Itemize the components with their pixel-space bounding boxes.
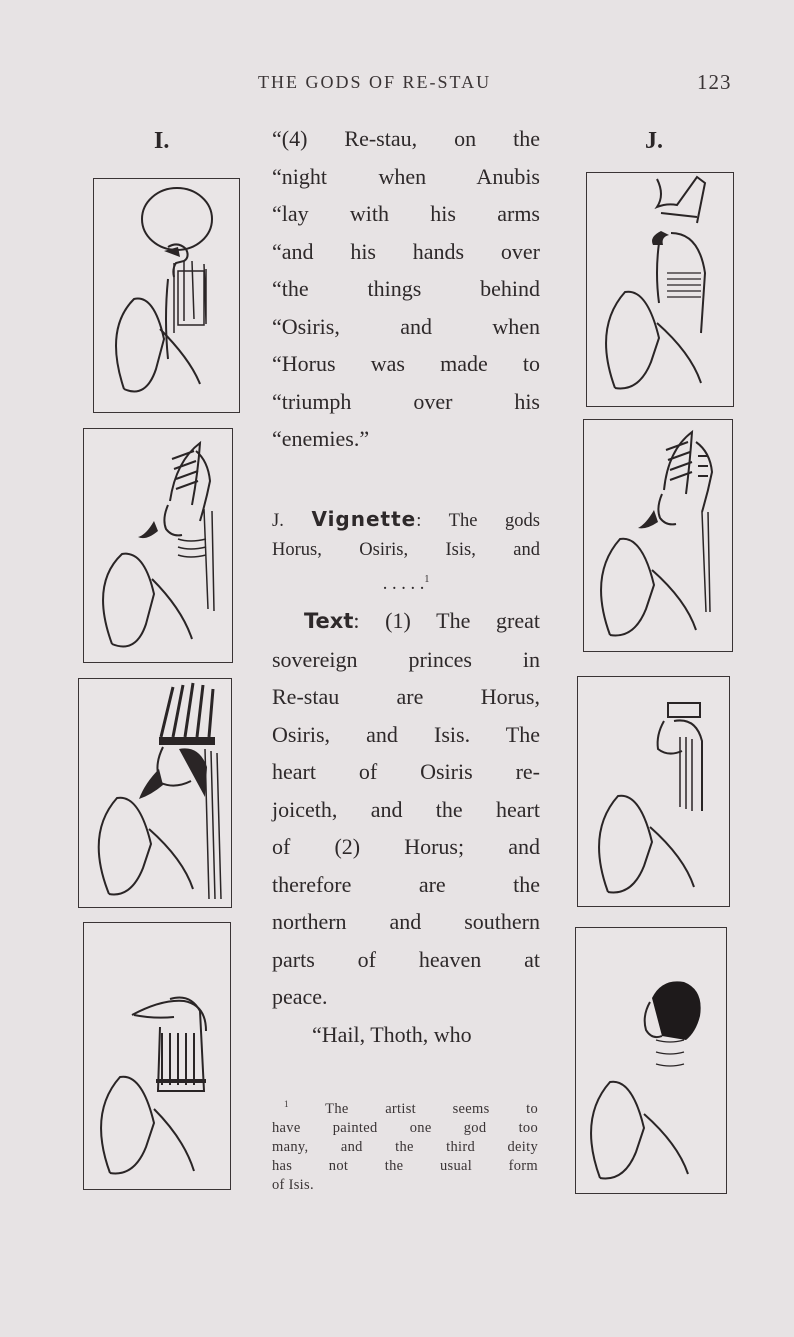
footnote-marker: 1 <box>284 1099 289 1109</box>
body-line: heart of Osiris re- <box>272 759 540 784</box>
footnote-ref: 1 <box>424 574 430 585</box>
quote-line: “the things behind <box>272 276 540 301</box>
body-line: Osiris, and Isis. The <box>272 721 540 747</box>
running-title: THE GODS OF RE-STAU <box>258 72 492 92</box>
figure-panel-right-1 <box>586 172 734 407</box>
figure-panel-right-2 <box>583 419 733 652</box>
footnote-line: The artist seems to <box>325 1100 538 1117</box>
quote-line: “enemies.” <box>272 426 370 451</box>
quote-line: “Horus was made to <box>272 351 540 376</box>
quote-line: “(4) Re-stau, on the <box>272 126 540 151</box>
body-line: northern and southern <box>272 909 540 934</box>
god-with-atef-crown-icon <box>84 429 232 662</box>
body-line: joiceth, and the heart <box>272 796 540 822</box>
quote-line: “night when Anubis <box>272 163 540 189</box>
quote-line: “Osiris, and when <box>272 313 540 339</box>
right-column-label: J. <box>645 128 663 154</box>
body-line: sovereign princes in <box>272 646 540 672</box>
falcon-headed-god-with-crown-icon <box>587 173 733 406</box>
figure-panel-right-3 <box>577 676 730 907</box>
page-number: 123 <box>697 70 732 94</box>
footnote <box>272 1095 538 1195</box>
figure-panel-left-1 <box>93 178 240 413</box>
figure-panel-left-3 <box>78 678 232 908</box>
vignette-label: Vignette <box>311 507 417 531</box>
text-paragraph <box>272 602 540 1053</box>
deity-with-dark-wig-icon <box>576 928 726 1193</box>
body-line: Re-stau are Horus, <box>272 684 540 709</box>
body-line: parts of heaven at <box>272 946 540 972</box>
footnote-line: many, and the third deity <box>272 1138 538 1155</box>
body-line: therefore are the <box>272 871 540 897</box>
vignette-prefix: J. <box>272 511 284 531</box>
footnote-line: have painted one god too <box>272 1119 538 1136</box>
quote-line: “and his hands over <box>272 238 540 264</box>
quote-line: “lay with his arms <box>272 201 540 226</box>
quote-line: “triumph over his <box>272 388 540 414</box>
figure-panel-left-2 <box>83 428 233 663</box>
quote-paragraph <box>272 120 540 458</box>
vignette-line-2: Horus, Osiris, Isis, and <box>272 540 540 560</box>
body-line: of (2) Horus; and <box>272 834 540 859</box>
vignette-caption <box>272 505 540 599</box>
vignette-ellipsis: . . . . . <box>382 574 425 595</box>
text-line-1: : (1) The great <box>353 608 540 633</box>
footnote-line: of Isis. <box>272 1176 314 1193</box>
text-label: Text <box>304 609 354 633</box>
falcon-headed-god-with-sun-disk-icon <box>94 179 239 412</box>
ibis-headed-god-icon <box>84 923 230 1189</box>
body-line: peace. <box>272 984 328 1009</box>
left-column-label: I. <box>154 128 170 154</box>
figure-panel-left-4 <box>83 922 231 1190</box>
god-with-plumed-crown-icon <box>79 679 231 907</box>
figure-panel-right-4 <box>575 927 727 1194</box>
goddess-with-throne-headdress-icon <box>578 677 729 906</box>
footnote-line: has not the usual form <box>272 1157 538 1174</box>
body-line: “Hail, Thoth, who <box>312 1021 472 1047</box>
osiris-with-atef-crown-icon <box>584 420 732 651</box>
vignette-line-1: : The gods <box>416 511 540 531</box>
